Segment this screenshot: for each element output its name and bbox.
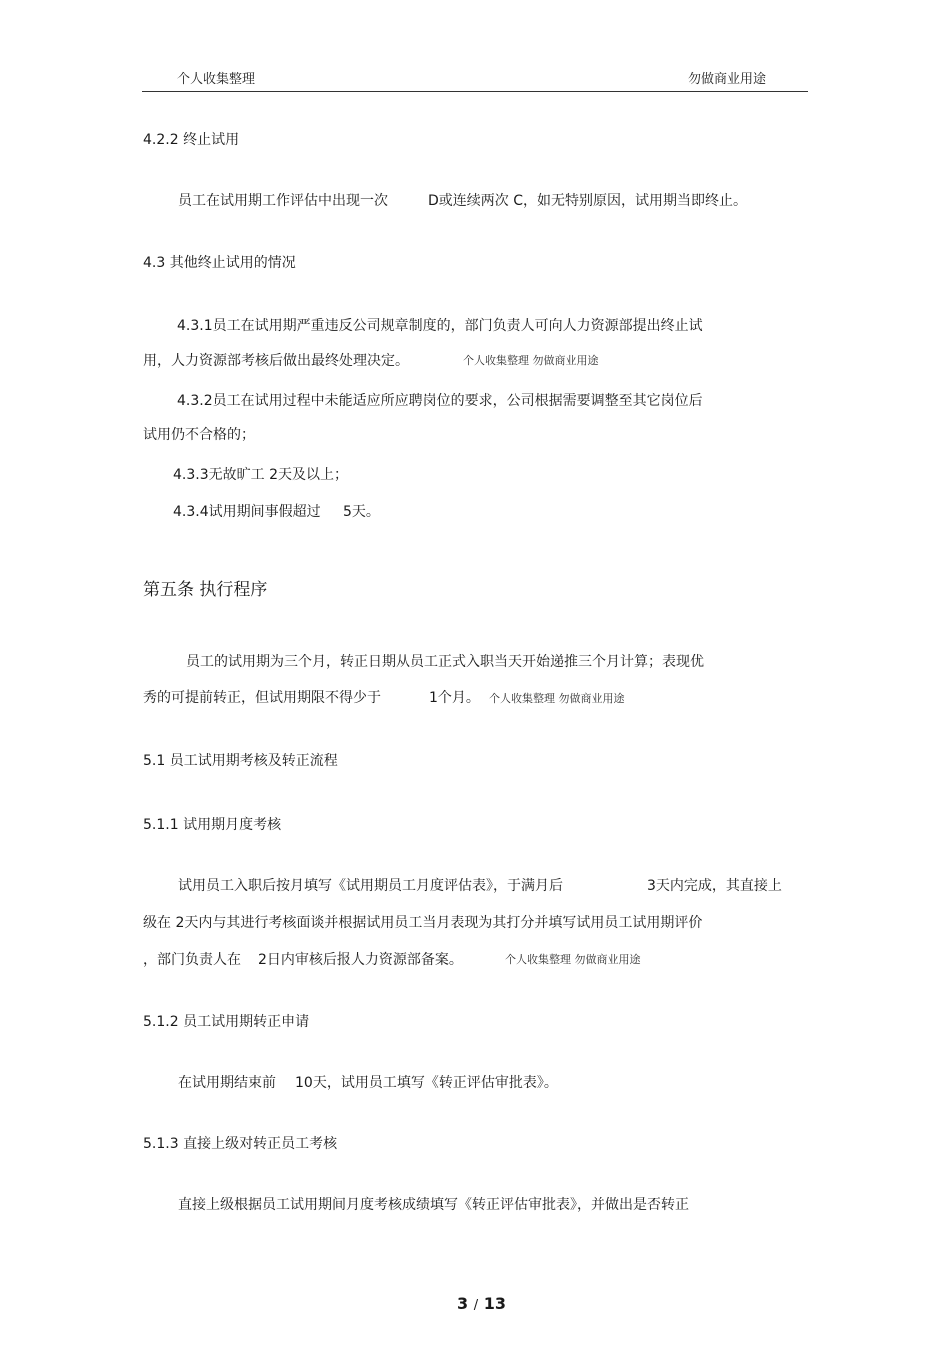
paragraph-text: D或连续两次 C，如无特别原因，试用期当即终止。 <box>428 193 748 209</box>
section-heading-5-1-2: 5.1.2 员工试用期转正申请 <box>143 1014 310 1030</box>
paragraph-text: 1个月。 <box>429 690 480 706</box>
header-divider <box>142 91 808 92</box>
watermark-note: 个人收集整理 勿做商业用途 <box>463 354 599 367</box>
page-number <box>457 1294 506 1313</box>
paragraph-text: 员工在试用期工作评估中出现一次 <box>178 193 388 209</box>
paragraph-text: 4.3.3无故旷工 2天及以上； <box>173 467 348 483</box>
article-heading: 第五条 执行程序 <box>143 580 268 600</box>
section-heading-4-2-2: 4.2.2 终止试用 <box>143 132 240 148</box>
paragraph-text: 试用仍不合格的； <box>143 427 255 443</box>
watermark-note: 个人收集整理 勿做商业用途 <box>489 692 625 705</box>
section-heading-5-1-1: 5.1.1 试用期月度考核 <box>143 817 282 833</box>
paragraph-text: 4.3.2员工在试用过程中未能适应所应聘岗位的要求，公司根据需要调整至其它岗位后 <box>177 393 703 409</box>
paragraph-text: 3天内完成，其直接上 <box>647 878 782 894</box>
paragraph-text: 直接上级根据员工试用期间月度考核成绩填写《转正评估审批表》，并做出是否转正 <box>178 1197 689 1213</box>
paragraph-text: 2日内审核后报人力资源部备案。 <box>258 952 463 968</box>
paragraph-text: 秀的可提前转正，但试用期限不得少于 <box>143 690 381 706</box>
paragraph-text: 4.3.4试用期间事假超过 <box>173 504 321 520</box>
paragraph-text: 试用员工入职后按月填写《试用期员工月度评估表》，于满月后 <box>178 878 563 894</box>
section-heading-5-1-3: 5.1.3 直接上级对转正员工考核 <box>143 1136 338 1152</box>
paragraph-text: ，部门负责人在 <box>143 952 241 968</box>
paragraph-text: 4.3.1员工在试用期严重违反公司规章制度的，部门负责人可向人力资源部提出终止试 <box>177 318 703 334</box>
paragraph-text: 用，人力资源部考核后做出最终处理决定。 <box>143 353 409 369</box>
header-left: 个人收集整理 <box>177 72 256 87</box>
page-total: 13 <box>483 1294 506 1313</box>
paragraph-text: 级在 2天内与其进行考核面谈并根据试用员工当月表现为其打分并填写试用员工试用期评价 <box>143 915 703 931</box>
paragraph-text: 在试用期结束前 <box>178 1075 276 1091</box>
paragraph-text: 员工的试用期为三个月，转正日期从员工正式入职当天开始递推三个月计算；表现优 <box>186 654 704 670</box>
paragraph-text: 5天。 <box>343 504 380 520</box>
watermark-note: 个人收集整理 勿做商业用途 <box>505 953 641 966</box>
paragraph-text: 10天，试用员工填写《转正评估审批表》。 <box>295 1075 558 1091</box>
page-current: 3 <box>457 1294 469 1313</box>
section-heading-4-3: 4.3 其他终止试用的情况 <box>143 255 296 271</box>
header-right: 勿做商业用途 <box>688 72 767 87</box>
section-heading-5-1: 5.1 员工试用期考核及转正流程 <box>143 753 338 769</box>
page-separator: / <box>473 1298 479 1313</box>
